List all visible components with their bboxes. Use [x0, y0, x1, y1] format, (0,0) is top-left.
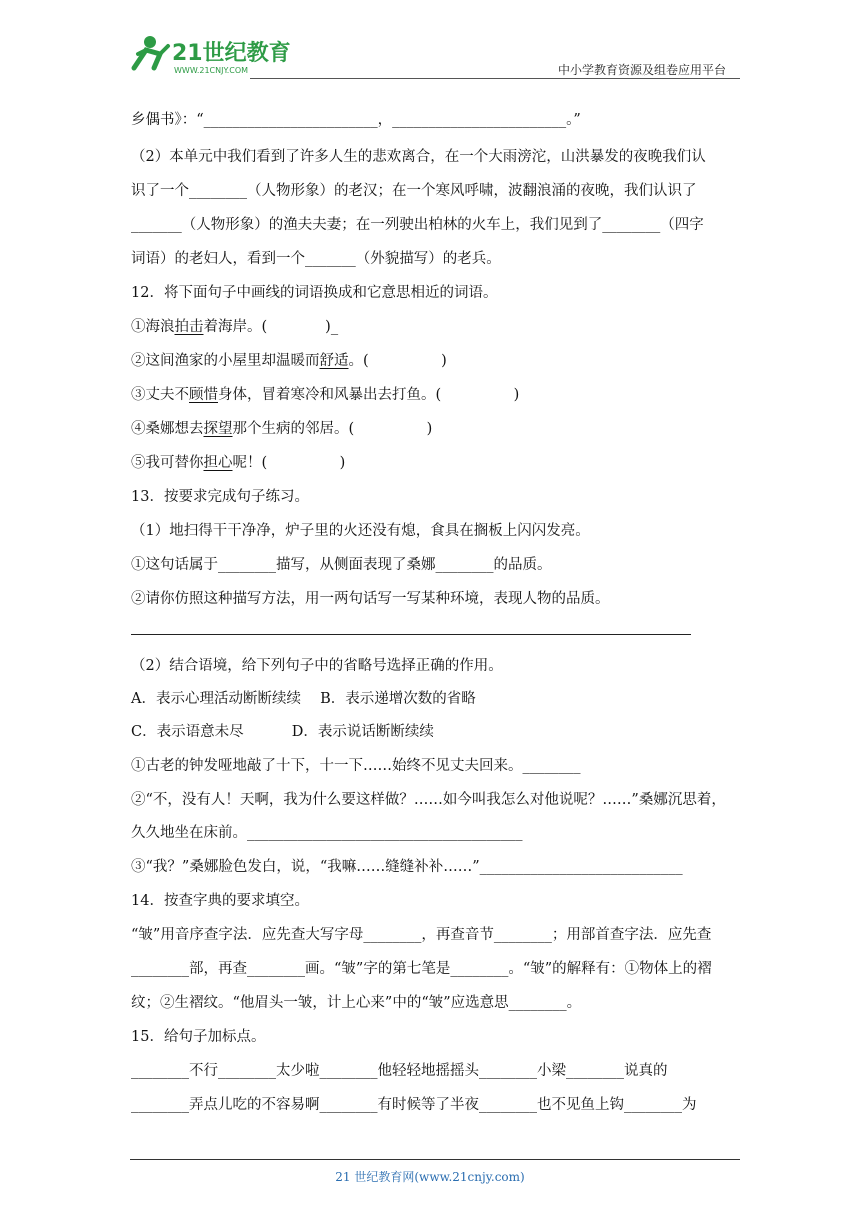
text-line: 识了一个________（人物形象）的老汉；在一个寒风呼啸，波翻浪涌的夜晚，我们认识了: [131, 183, 697, 199]
q12-text: ③丈夫不: [131, 387, 189, 403]
text-line: 纹；②生褶纹。“他眉头一皱，计上心来”中的“皱”应选意思________。: [131, 995, 582, 1011]
text-line: _______（人物形象）的渔夫夫妻；在一列驶出柏林的火车上，我们见到了________（四字: [131, 217, 704, 233]
text-line: A．表示心理活动断断续续 B．表示递增次数的省略: [131, 691, 476, 707]
text-line: C．表示语意未尽 D．表示说话断断续续: [131, 724, 434, 740]
text-line: 乡偶书》：“________________________，________________________。”: [131, 112, 581, 128]
q12-text: ①海浪: [131, 319, 175, 335]
q12-item: [131, 317, 338, 337]
logo: [120, 28, 300, 78]
underlined-word: 担心: [203, 455, 233, 471]
text-line: 12．将下面句子中画线的词语换成和它意思相近的词语。: [131, 285, 498, 301]
header-right-text: 中小学教育资源及组卷应用平台: [557, 63, 726, 77]
logo-url: WWW.21CNJY.COM: [174, 66, 249, 75]
text-line: “皱”用音序查字法．应先查大写字母________，再查音节________；用部首查字法．应先查: [131, 927, 712, 943]
underlined-word: 探望: [203, 421, 233, 437]
q12-text: 。( ): [348, 353, 447, 369]
text-line: ③“我？”桑娜脸色发白，说，“我嘛……缝缝补补……”____________________________: [131, 859, 683, 875]
logo-text: 21世纪教育: [172, 41, 291, 66]
underlined-word: 顾惜: [189, 387, 218, 403]
text-line: ②“不，没有人！天啊，我为什么要这样做？……如今叫我怎么对他说呢？……”桑娜沉思着，: [131, 792, 726, 808]
text-line: （2）结合语境，给下列句子中的省略号选择正确的作用。: [131, 658, 503, 674]
q12-item: [131, 453, 345, 473]
text-line: ①古老的钟发哑地敲了十下，十一下……始终不见丈夫回来。________: [131, 758, 581, 774]
header-divider: [250, 78, 740, 79]
q12-text: 着海岸。( )_: [203, 319, 339, 335]
underlined-word: 拍击: [174, 319, 204, 335]
footer-divider: [130, 1159, 740, 1160]
q12-text: ②这间渔家的小屋里却温暖而: [131, 353, 320, 369]
q12-item: [131, 351, 447, 371]
q12-item: [131, 419, 432, 439]
q12-text: ④桑娜想去: [131, 421, 204, 437]
text-line: 久久地坐在床前。______________________________________: [131, 825, 523, 841]
text-line: ________不行________太少啦________他轻轻地摇摇头________小梁________说真的: [131, 1063, 668, 1079]
text-line: （2）本单元中我们看到了许多人生的悲欢离合，在一个大雨滂沱，山洪暴发的夜晚我们认: [131, 149, 706, 165]
text-line: ________弄点儿吃的不容易啊________有时候等了半夜________也不见鱼上钩________为: [131, 1097, 697, 1113]
q12-text: ⑤我可替你: [131, 455, 204, 471]
text-line: ________部，再查________画。“皱”字的第七笔是________。“皱”的解释有：①物体上的褶: [131, 961, 712, 977]
underlined-word: 舒适: [319, 353, 349, 369]
footer-text: 21 世纪教育网(www.21cnjy.com): [335, 1170, 525, 1184]
q12-text: 那个生病的邻居。( ): [232, 421, 433, 437]
text-line: 14．按查字典的要求填空。: [131, 893, 309, 909]
text-line: ①这句话属于________描写，从侧面表现了桑娜________的品质。: [131, 557, 552, 573]
q12-text: 呢！( ): [232, 455, 346, 471]
answer-line: [131, 634, 691, 635]
text-line: ②请你仿照这种描写方法，用一两句话写一写某种环境，表现人物的品质。: [131, 591, 610, 607]
page-header: [120, 28, 740, 80]
text-line: 15．给句子加标点。: [131, 1029, 266, 1045]
text-line: （1）地扫得干干净净，炉子里的火还没有熄，食具在搁板上闪闪发亮。: [131, 523, 590, 539]
q12-item: [131, 385, 519, 405]
text-line: 词语）的老妇人，看到一个_______（外貌描写）的老兵。: [131, 251, 501, 267]
text-line: 13．按要求完成句子练习。: [131, 489, 309, 505]
q12-text: 身体，冒着寒冷和风暴出去打鱼。( ): [218, 387, 520, 403]
